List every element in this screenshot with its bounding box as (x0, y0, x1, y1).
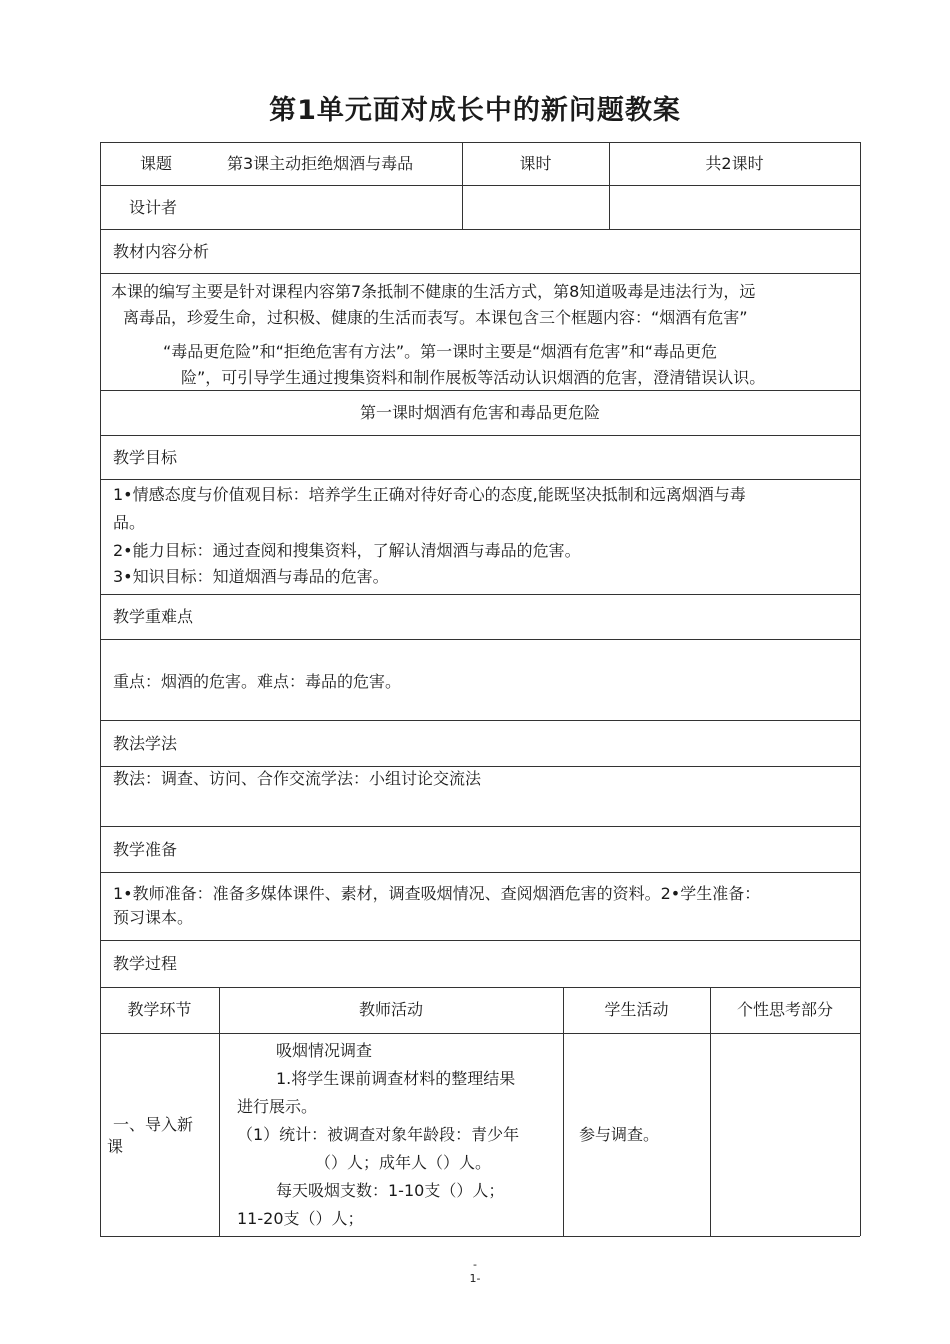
hours-value: 共2课时 (705, 154, 764, 173)
topic-label: 课题 (140, 154, 173, 173)
goals-label: 教学目标 (113, 448, 178, 467)
page-number: 1- (469, 1272, 481, 1285)
teacher-cell-line: （）人；成年人（）人。 (315, 1153, 492, 1172)
analysis-line: 本课的编写主要是针对课程内容第7条抵制不健康的生活方式，第8知道吸毒是违法行为，远 (111, 282, 756, 301)
goals-line: 1•情感态度与价值观目标：培养学生正确对待好奇心的态度,能既坚决抵制和远离烟酒与毒 (113, 485, 746, 504)
teacher-cell-line: 1.将学生课前调查材料的整理结果 (276, 1069, 516, 1088)
topic-value: 第3课主动拒绝烟酒与毒品 (227, 154, 414, 173)
analysis-line: “毒品更危险”和“拒绝危害有方法”。第一课时主要是“烟酒有危害”和“毒品更危 (163, 342, 718, 361)
col-header-stage: 教学环节 (127, 1000, 192, 1019)
goals-line: 3•知识目标：知道烟酒与毒品的危害。 (113, 567, 389, 586)
keypoints-text: 重点：烟酒的危害。难点：毒品的危害。 (113, 672, 402, 691)
methods-text: 教法：调查、访问、合作交流学法：小组讨论交流法 (113, 769, 482, 788)
col-header-student: 学生活动 (604, 1000, 669, 1019)
teacher-cell-line: 进行展示。 (237, 1097, 318, 1116)
designer-label: 设计者 (129, 198, 178, 217)
process-label: 教学过程 (113, 954, 178, 973)
page-footer-dash: - (473, 1258, 477, 1271)
teacher-cell-line: 11-20支（）人； (237, 1209, 364, 1228)
hours-label: 课时 (519, 154, 552, 173)
page-title: 第1单元面对成长中的新问题教案 (269, 95, 681, 126)
analysis-line: 险”，可引导学生通过搜集资料和制作展板等活动认识烟酒的危害，澄清错误认识。 (181, 368, 766, 387)
analysis-line: 离毒品，珍爱生命，过积极、健康的生活而表写。本课包含三个框题内容：“烟酒有危害” (123, 308, 748, 327)
keypoints-label: 教学重难点 (113, 607, 194, 626)
lesson1-heading: 第一课时烟酒有危害和毒品更危险 (359, 403, 600, 422)
prep-label: 教学准备 (113, 840, 178, 859)
goals-line: 2•能力目标：通过查阅和搜集资料，了解认清烟酒与毒品的危害。 (113, 541, 581, 560)
col-header-reflection: 个性思考部分 (736, 1000, 833, 1019)
student-cell: 参与调查。 (579, 1125, 660, 1144)
prep-line: 1•教师准备：准备多媒体课件、素材，调查吸烟情况、查阅烟酒危害的资料。2•学生准备： (113, 884, 761, 903)
goals-line: 品。 (113, 513, 146, 532)
teacher-cell-line: 每天吸烟支数：1-10支（）人； (276, 1181, 505, 1200)
teacher-cell-line: 吸烟情况调查 (276, 1041, 373, 1060)
stage-cell-line: 一、导入新 (113, 1115, 194, 1134)
analysis-label: 教材内容分析 (113, 242, 210, 261)
methods-label: 教法学法 (113, 734, 178, 753)
teacher-cell-line: （1）统计：被调查对象年龄段：青少年 (237, 1125, 520, 1144)
col-header-teacher: 教师活动 (358, 1000, 423, 1019)
stage-cell-line: 课 (107, 1137, 124, 1156)
prep-line: 预习课本。 (113, 908, 194, 927)
